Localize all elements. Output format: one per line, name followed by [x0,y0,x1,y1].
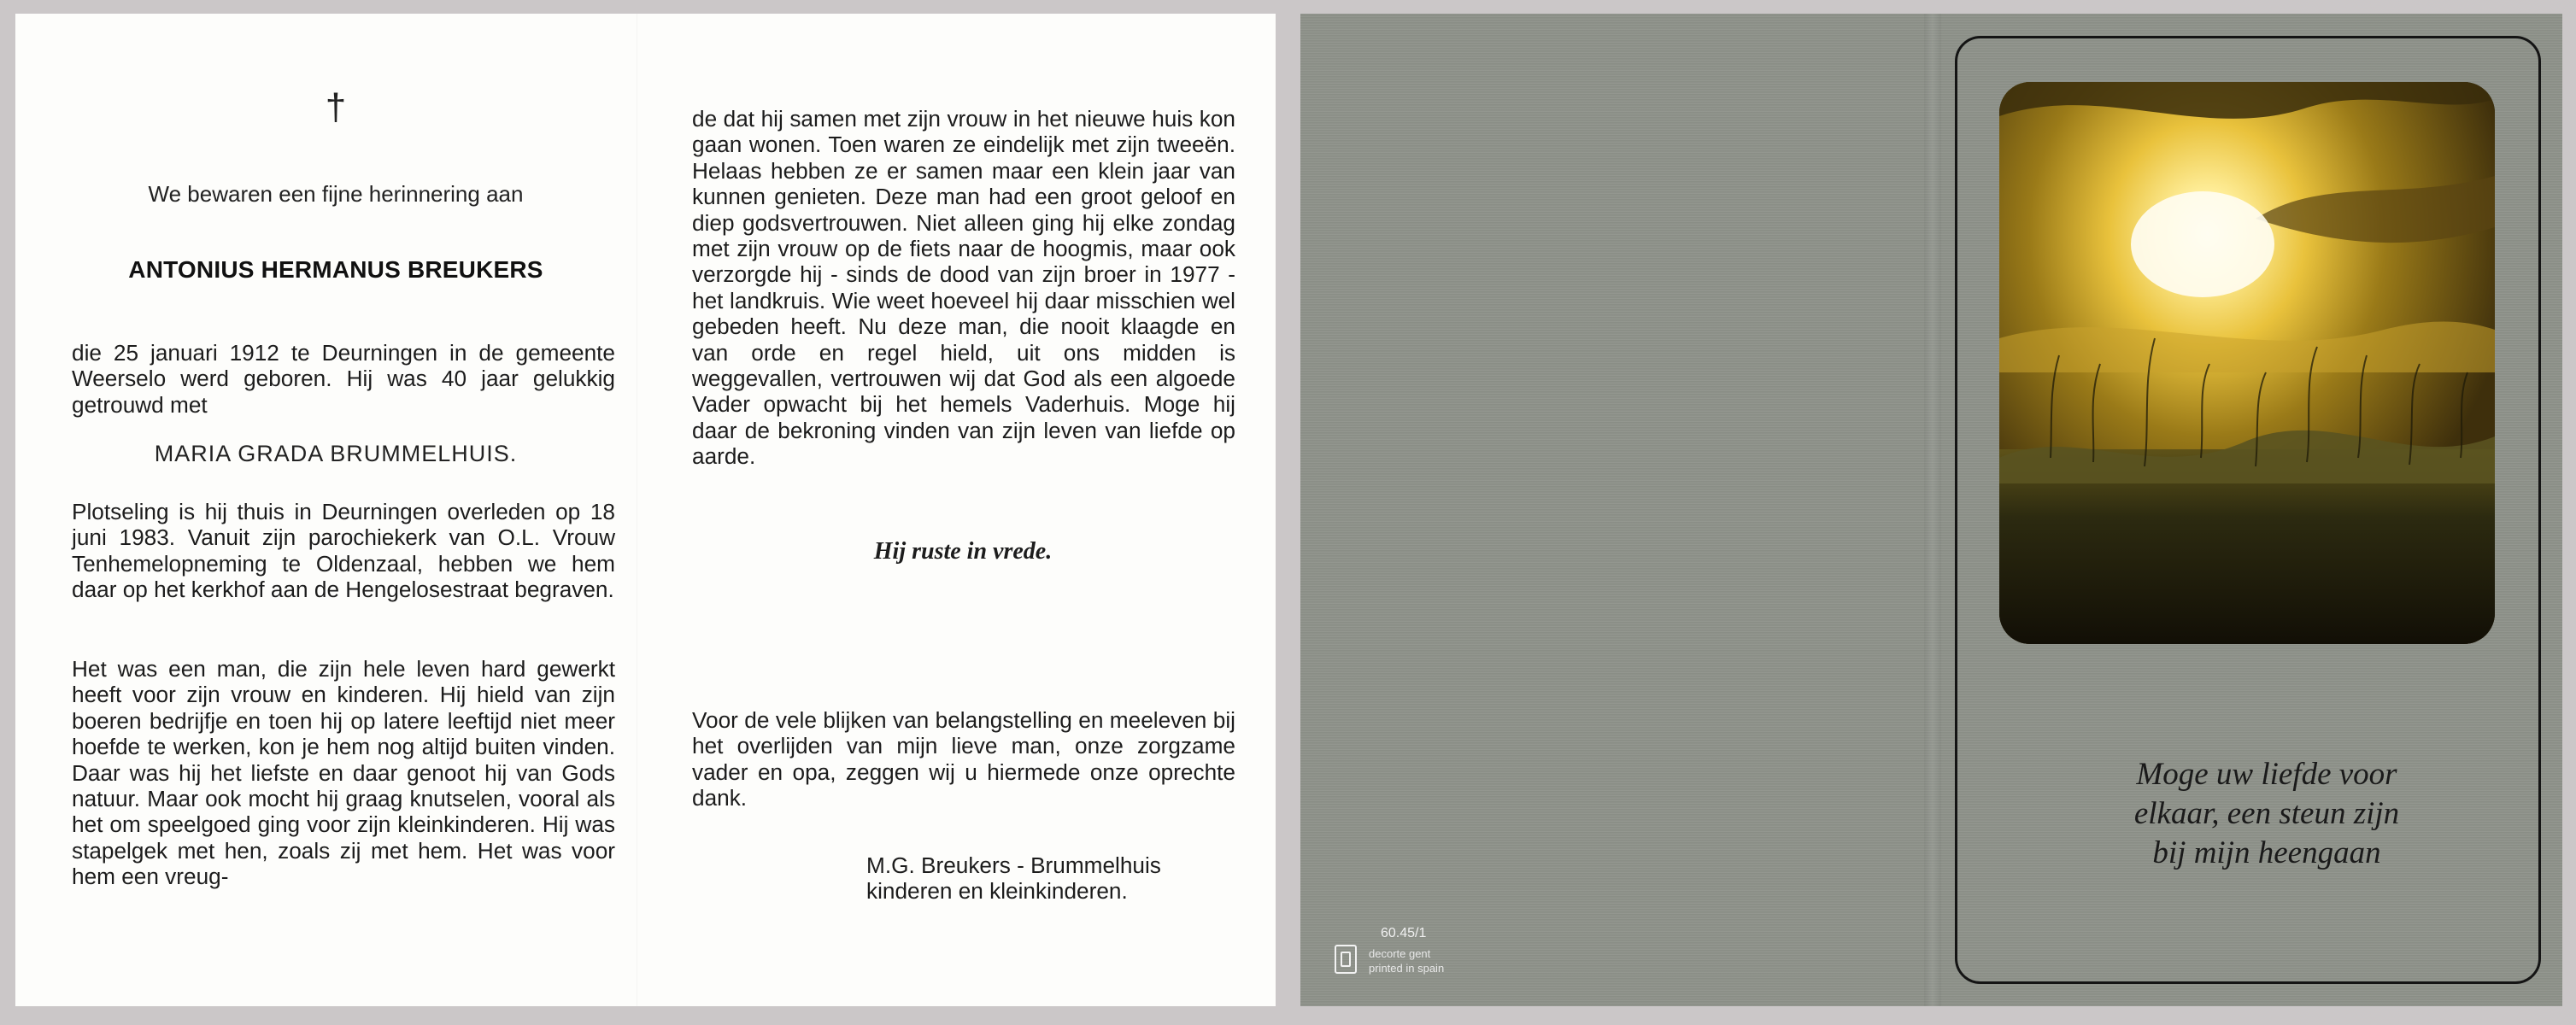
signature-line-1: M.G. Breukers - Brummelhuis [866,852,1161,878]
deceased-name: ANTONIUS HERMANUS BREUKERS [128,256,543,283]
birth-paragraph: die 25 januari 1912 te Deurningen in de gemeente Weerselo werd geboren. Hij was 40 jaar gelukkig getrouwd met [72,340,615,418]
spouse-name: MARIA GRADA BRUMMELHUIS. [154,441,518,466]
life-paragraph: Het was een man, die zijn hele leven hard gewerkt heeft voor zijn vrouw en kinderen. Hij hield van zijn boeren bedrijfje en toen hij op latere leeftijd niet meer hoefde te werken, kon je hem nog altijd buiten vinden. Daar was hij het liefste en daar genoot hij van Gods natuur. Maar ook mocht hij graag knutselen, vooral als het om speelgoed ging voor zijn kleinkinderen. Hij was stapelgek met hen, zoals zij met hem. Het was voor hem een vreug- [72,656,615,890]
sunset-meadow-photo [1999,82,2495,644]
thanks-paragraph: Voor de vele blijken van belangstelling en meeleven bij het overlijden van mijn lieve man, onze zorgzame vader en opa, zeggen wij u hiermede onze oprechte dank. [692,707,1235,811]
cover-fold [1924,14,1941,1006]
rest-in-peace: Hij ruste in vrede. [873,538,1053,565]
cover-verse [2066,755,2467,873]
publisher-logo-icon [1335,945,1357,974]
continued-paragraph: de dat hij samen met zijn vrouw in het nieuwe huis kon gaan wonen. Toen waren ze eindelijk met zijn tweeën. Helaas hebben ze er samen maar een klein jaar van kunnen genieten. Deze man had een groot geloof en diep godsvertrouwen. Niet alleen ging hij elke zondag met zijn vrouw op de fiets naar de hoogmis, maar ook verzorgde hij - sinds de dood van zijn broer in 1977 - het landkruis. Wie weet hoeveel hij daar misschien wel gebeden heeft. Nu deze man, die nooit klaagde en van orde en regel hield, uit ons midden is weggevallen, vertrouwen wij dat God als een algoede Vader opwacht bij het hemels Vaderhuis. Moge hij daar de bekroning vinden van zijn leven van liefde op aarde. [692,106,1235,470]
cover-card [1300,14,2562,1006]
verse-line-3: bij mijn heengaan [2152,835,2381,870]
signature-line-2: kinderen en kleinkinderen. [866,878,1128,905]
verse-line-1: Moge uw liefde voor [2136,757,2397,792]
product-code: 60.45/1 [1381,926,1427,940]
cross-symbol: † [325,86,347,128]
inside-card [15,14,1276,1006]
death-paragraph: Plotseling is hij thuis in Deurningen overleden op 18 juni 1983. Vanuit zijn parochiekerk van O.L. Vrouw Tenhemelopneming te Oldenzaal, hebben we hem daar op het kerkhof aan de Hengelosestraat begraven. [72,499,615,603]
verse-line-2: elkaar, een steun zijn [2133,796,2400,831]
intro-line: We bewaren een fijne herinnering aan [148,181,524,207]
printed-in: printed in spain [1369,962,1445,975]
publisher-info [1369,946,1444,975]
signature [866,852,1242,905]
publisher-name: decorte gent [1369,947,1431,960]
